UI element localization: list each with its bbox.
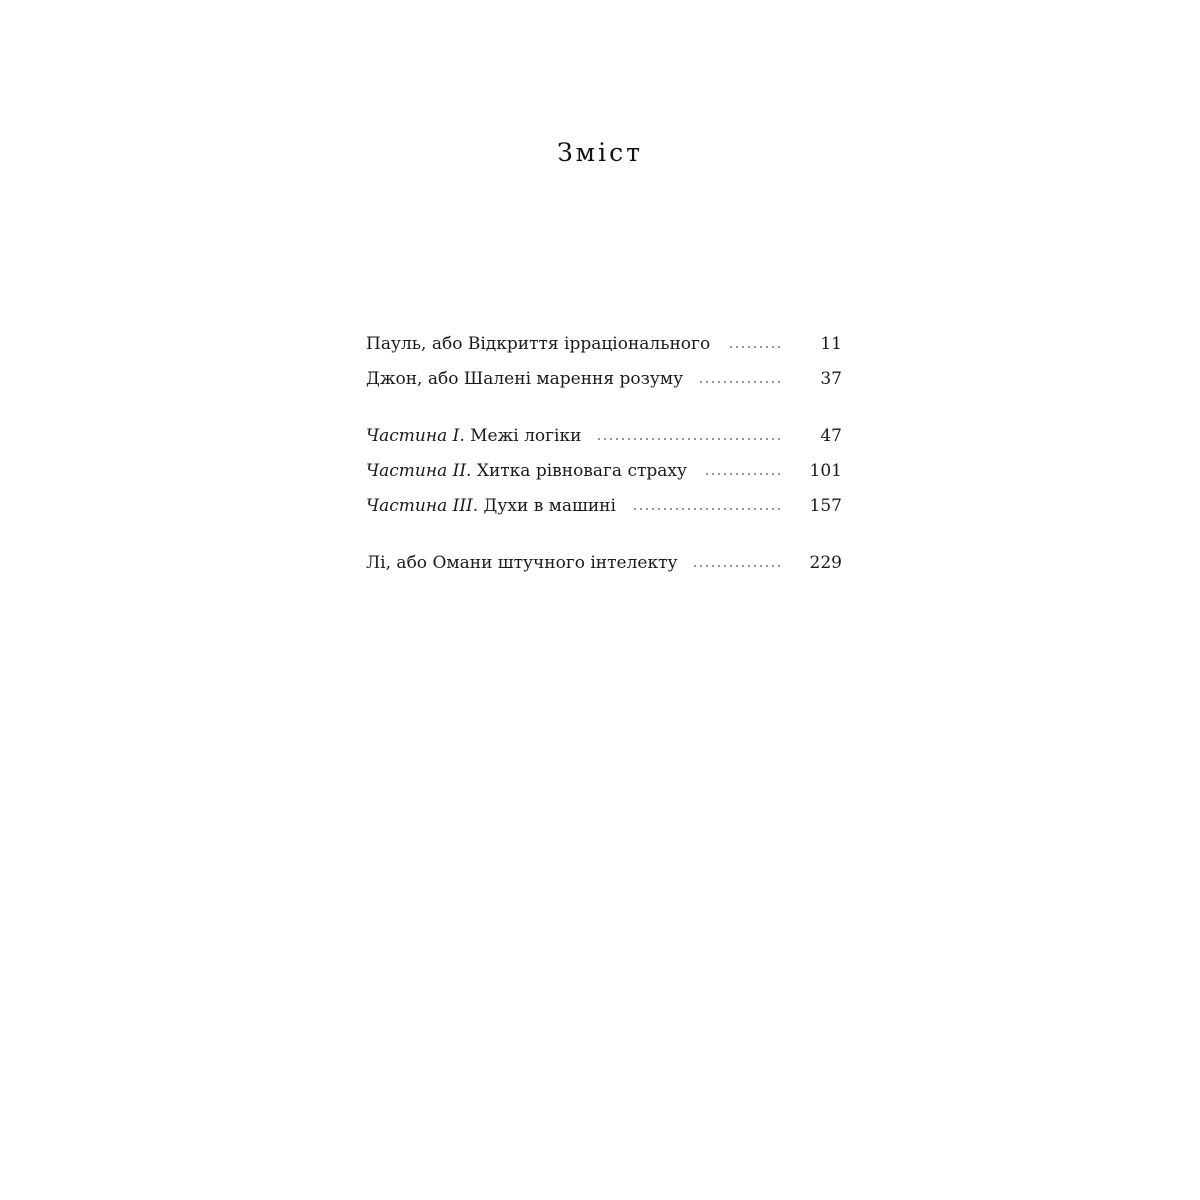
toc-leader-dots xyxy=(726,346,782,348)
toc-entry-text: Джон, або Шалені марення розуму xyxy=(366,369,684,389)
toc-page-number: 101 xyxy=(809,461,842,481)
toc-page-number: 11 xyxy=(820,334,842,354)
toc-page-number: 37 xyxy=(820,369,842,389)
toc-entry-text: Межі логіки xyxy=(464,426,582,446)
toc-entry-prefix: Частина II. xyxy=(366,461,472,481)
toc-entry-text: Хитка рівновага страху xyxy=(471,461,687,481)
toc-entry xyxy=(366,330,842,365)
toc-entry-prefix: Частина III. xyxy=(366,496,479,516)
toc-entry-label xyxy=(366,492,626,520)
toc-entry-label xyxy=(366,457,697,485)
toc-page-number: 229 xyxy=(809,553,842,573)
toc-entry-text: Духи в машині xyxy=(478,496,616,516)
toc-page-number: 157 xyxy=(809,496,842,516)
toc-entry-text: Лі, або Омани штучного інтелекту xyxy=(366,553,678,573)
toc-leader-dots xyxy=(699,381,782,383)
toc-page-number: 47 xyxy=(820,426,842,446)
toc-entry-label xyxy=(366,330,720,358)
page-title: Зміст xyxy=(557,138,643,167)
toc-entry-label xyxy=(366,365,693,393)
toc-entry-text: Пауль, або Відкриття ірраціонального xyxy=(366,334,711,354)
toc-entry xyxy=(366,365,842,400)
toc-entry xyxy=(366,492,842,527)
toc-entry-label xyxy=(366,422,591,450)
toc-entry xyxy=(366,549,842,584)
table-of-contents xyxy=(366,330,842,584)
toc-entry-label xyxy=(366,549,688,577)
toc-leader-dots xyxy=(694,565,782,567)
toc-leader-dots xyxy=(632,508,782,510)
toc-leader-dots xyxy=(597,438,782,440)
toc-entry-prefix: Частина I. xyxy=(366,426,465,446)
toc-entry xyxy=(366,457,842,492)
toc-entry xyxy=(366,422,842,457)
toc-leader-dots xyxy=(703,473,782,475)
